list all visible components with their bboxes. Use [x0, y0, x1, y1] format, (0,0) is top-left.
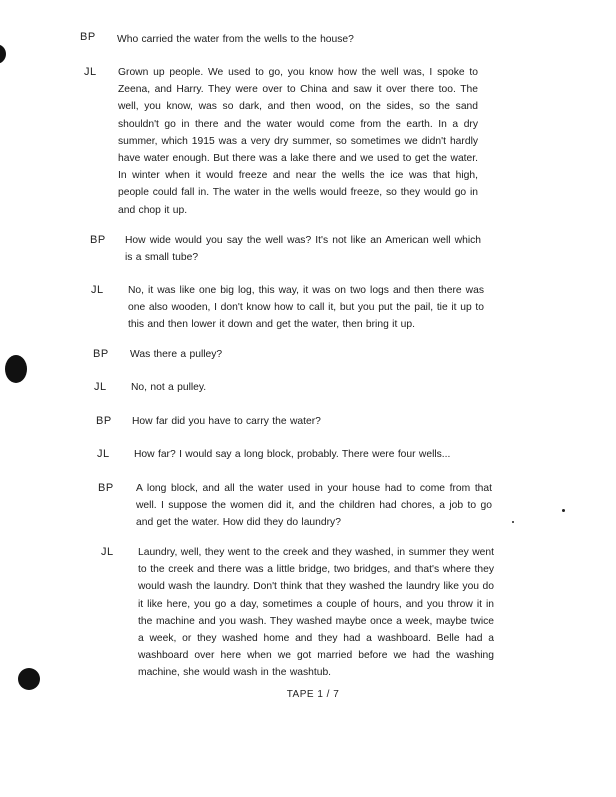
speaker-label: BP	[96, 415, 112, 427]
speaker-label: BP	[98, 482, 114, 494]
speaker-label: BP	[80, 31, 96, 43]
speaker-label: JL	[97, 448, 110, 460]
speaker-label: JL	[91, 284, 104, 296]
page-footer: TAPE 1 / 7	[286, 689, 340, 700]
punch-hole-mark	[18, 668, 40, 690]
turn-text: No, it was like one big log, this way, it was on two logs and then there was one also wooden, I don't know how to call it, but you put the pail, tie it up to this and then lower it down and get the water, then bring it up.	[128, 285, 484, 331]
turn-text: Grown up people. We used to go, you know how the well was, I spoke to Zeena, and Harry. They were over to China and saw it over there too. The well, you know, was so dark, and then wood, on the sides, so the sand shouldn't go in there and the water would come from the earth. In a dry summer, which 1915 was a very dry summer, so sometimes we didn't hardly have water enough. But there was a lake there and we used to get the water. In winter when it would freeze and near the wells the ice was that high, people could fall in. The water in the wells would freeze, so they would go in and chop it up.	[118, 67, 478, 216]
speaker-label: BP	[93, 348, 109, 360]
speaker-label: BP	[90, 234, 106, 246]
turn-text: No, not a pulley.	[131, 382, 207, 393]
turn-text: How far? I would say a long block, probably. There were four wells...	[134, 449, 451, 460]
turn-text: A long block, and all the water used in your house had to come from that well. I suppose the women did it, and the children had chores, a job to go and get the water. How did they do laundry?	[136, 483, 492, 529]
turn-text: How far did you have to carry the water?	[132, 416, 321, 427]
punch-hole-mark	[5, 355, 27, 383]
turn-text: Was there a pulley?	[130, 349, 223, 360]
punch-hole-mark	[0, 44, 6, 64]
speaker-label: JL	[84, 66, 97, 78]
scan-speck	[562, 509, 565, 512]
turn-text: How wide would you say the well was? It's not like an American well which is a small tube?	[125, 235, 481, 264]
scan-speck	[512, 521, 514, 523]
speaker-label: JL	[101, 546, 114, 558]
speaker-label: JL	[94, 381, 107, 393]
turn-text: Laundry, well, they went to the creek and they washed, in summer they went to the creek and there was a little bridge, two bridges, and that's where they would wash the laundry. Don't think that they washed the laundry like you do it like here, you go a day, sometimes a couple of hours, and you throw it in the machine and you wash. They washed maybe once a week, maybe twice a week, or they washed home and they had a washboard. Belle had a washboard over here when we got married before we had the washing machine, she would wash in the washtub.	[138, 547, 494, 679]
turn-text: Who carried the water from the wells to the house?	[117, 34, 354, 45]
